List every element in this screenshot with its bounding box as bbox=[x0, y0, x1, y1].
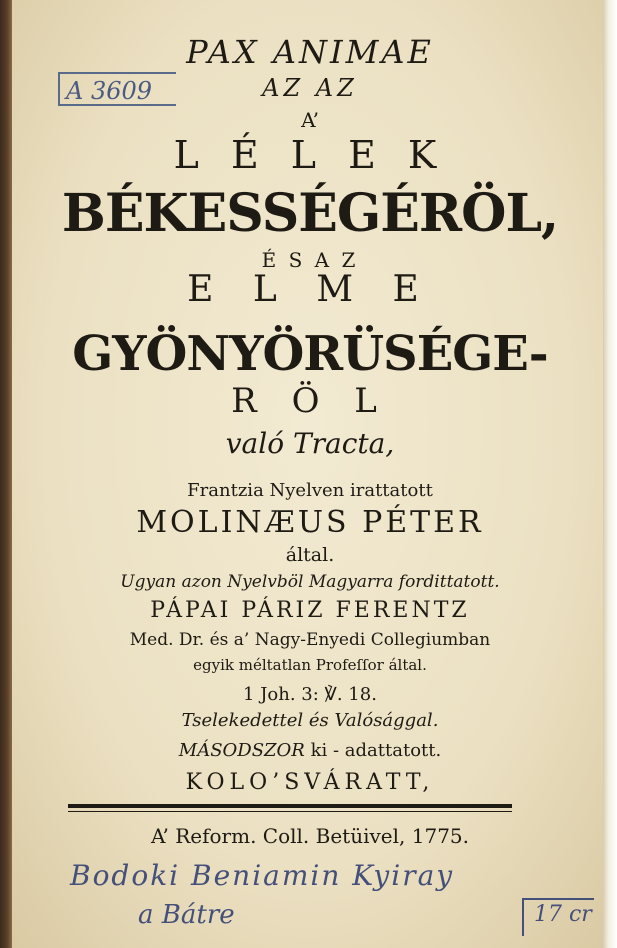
imprint: A’ Reform. Coll. Betüivel, 1775. bbox=[151, 824, 469, 848]
owner-signature-line2: a Bátre bbox=[138, 900, 235, 930]
motto: Tselekedettel és Valósággal. bbox=[181, 710, 439, 731]
owner-signature-line1: Bodoki Beniamin Kyiray bbox=[70, 859, 455, 892]
title-bekessegerol: BÉKESSÉGÉRÖL, bbox=[61, 183, 559, 244]
book-spine-edge bbox=[0, 0, 12, 948]
edition-statement bbox=[30, 742, 590, 760]
title-elme: E L M E bbox=[187, 269, 433, 310]
title-rol: R Ö L bbox=[231, 381, 389, 421]
translator-credentials: Med. Dr. és a’ Nagy-Enyedi Collegiumban bbox=[129, 630, 491, 650]
translator-name: PÁPAI PÁRIZ FERENTZ bbox=[150, 598, 470, 623]
title-gyonyorusege: GYÖNYÖRÜSÉGE- bbox=[72, 326, 548, 382]
bible-reference: 1 Joh. 3: ℣. 18. bbox=[243, 684, 377, 705]
edition-label: MÁSODSZOR bbox=[178, 740, 305, 761]
line-altal: által. bbox=[285, 544, 335, 566]
call-number-stamp: A 3609 bbox=[58, 72, 176, 106]
edition-text: ki - adattatott. bbox=[304, 740, 442, 761]
title-pax-animae: PAX ANIMAE bbox=[186, 33, 434, 71]
translator-role: egyik méltatlan Profeſſor által. bbox=[193, 656, 427, 674]
title-valo-tracta: való Tracta, bbox=[225, 427, 395, 460]
margin-note: 17 cr bbox=[534, 902, 592, 927]
author-name: MOLINÆUS PÉTER bbox=[136, 505, 484, 540]
double-rule-bottom bbox=[68, 811, 512, 812]
title-az-az: AZ AZ bbox=[262, 74, 358, 102]
place-of-printing: KOLO’SVÁRATT, bbox=[185, 770, 435, 795]
title-lelek: L É L E K bbox=[173, 133, 447, 177]
page-edge bbox=[603, 0, 617, 948]
title-article: A’ bbox=[301, 108, 319, 132]
title-es-az: É S A Z bbox=[261, 248, 359, 272]
line-frantzia-nyelven: Frantzia Nyelven irattatott bbox=[187, 480, 433, 501]
double-rule-top bbox=[68, 804, 512, 808]
line-translation-note: Ugyan azon Nyelvböl Magyarra fordittatott. bbox=[120, 572, 500, 592]
